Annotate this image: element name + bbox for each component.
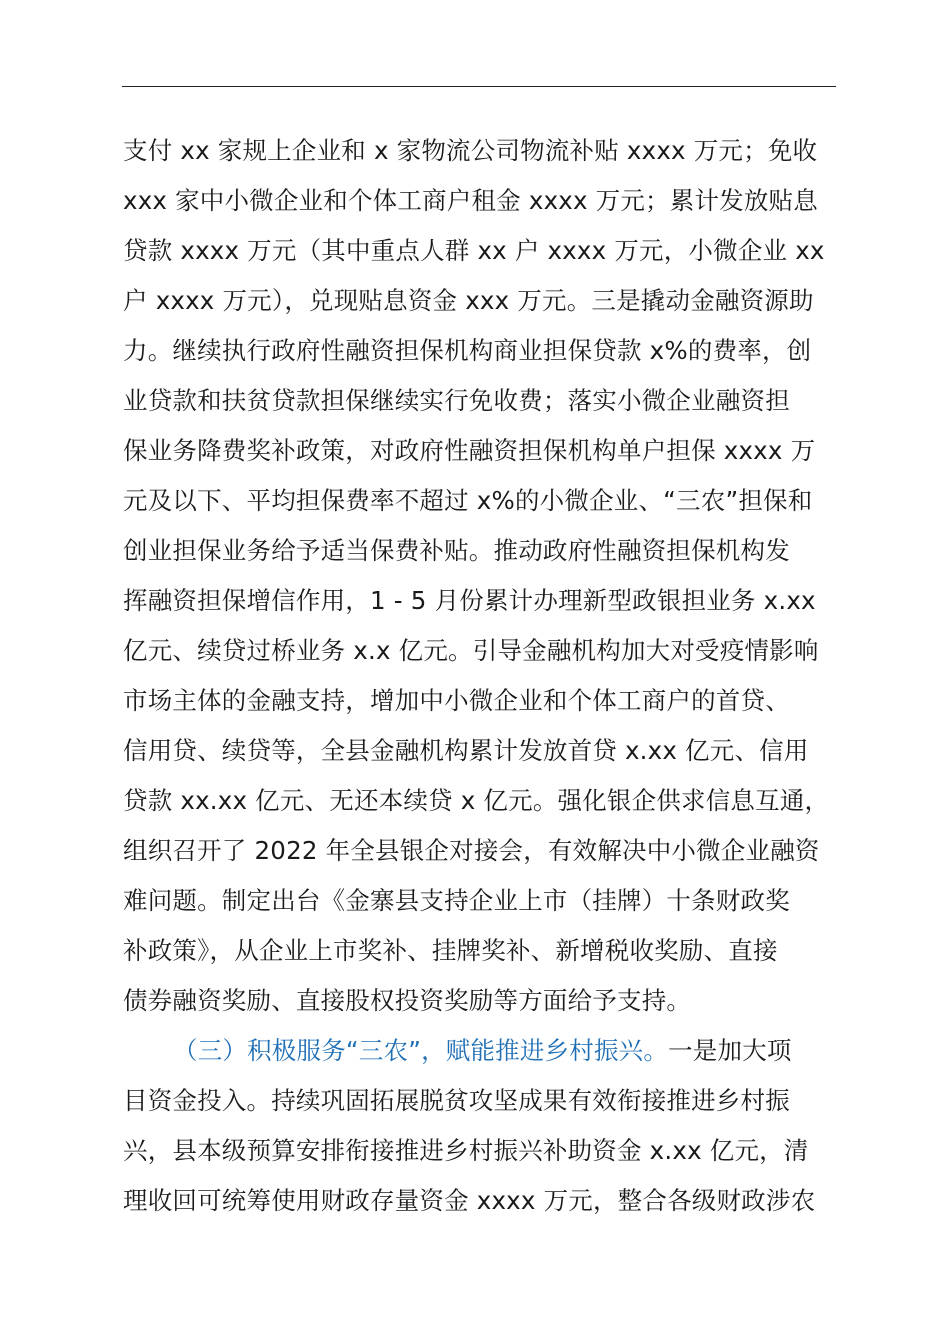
- paragraph-line: 创业担保业务给予适当保费补贴。推动政府性融资担保机构发: [123, 536, 790, 565]
- header-rule: [122, 86, 836, 87]
- paragraph-line: 贷款 xx.xx 亿元、无还本续贷 x 亿元。强化银企供求信息互通，: [123, 786, 830, 815]
- paragraph-line: 债券融资奖励、直接股权投资奖励等方面给予支持。: [123, 986, 692, 1015]
- section-heading: （三）积极服务“三农”，赋能推进乡村振兴。: [173, 1036, 669, 1065]
- paragraph-line: 亿元、续贷过桥业务 x.x 亿元。引导金融机构加大对受疫情影响: [123, 636, 819, 665]
- body-text: [123, 126, 863, 1226]
- paragraph-line: 挥融资担保增信作用，1 - 5 月份累计办理新型政银担业务 x.xx: [123, 586, 816, 615]
- paragraph-line: 难问题。制定出台《金寨县支持企业上市（挂牌）十条财政奖: [123, 886, 790, 915]
- paragraph-line: 补政策》，从企业上市奖补、挂牌奖补、新增税收奖励、直接: [123, 936, 778, 965]
- paragraph-line: 支付 xx 家规上企业和 x 家物流公司物流补贴 xxxx 万元；免收: [123, 136, 818, 165]
- section-heading-line: [123, 1026, 863, 1076]
- paragraph-line: 业贷款和扶贫贷款担保继续实行免收费；落实小微企业融资担: [123, 386, 790, 415]
- paragraph-line: 力。继续执行政府性融资担保机构商业担保贷款 x%的费率，创: [123, 336, 812, 365]
- paragraph-line: 兴，县本级预算安排衔接推进乡村振兴补助资金 x.xx 亿元，清: [123, 1136, 809, 1165]
- paragraph-line: 市场主体的金融支持，增加中小微企业和个体工商户的首贷、: [123, 686, 790, 715]
- paragraph-line: 保业务降费奖补政策，对政府性融资担保机构单户担保 xxxx 万: [123, 436, 816, 465]
- section-heading-continuation: 一是加大项: [668, 1036, 792, 1065]
- paragraph-line: xxx 家中小微企业和个体工商户租金 xxxx 万元；累计发放贴息: [123, 186, 818, 215]
- paragraph-line: 目资金投入。持续巩固拓展脱贫攻坚成果有效衔接推进乡村振: [123, 1086, 790, 1115]
- paragraph-line: 户 xxxx 万元），兑现贴息资金 xxx 万元。三是撬动金融资源助: [123, 286, 814, 315]
- paragraph-line: 理收回可统筹使用财政存量资金 xxxx 万元，整合各级财政涉农: [123, 1186, 816, 1215]
- paragraph-line: 元及以下、平均担保费率不超过 x%的小微企业、“三农”担保和: [123, 486, 813, 515]
- paragraph-line: 贷款 xxxx 万元（其中重点人群 xx 户 xxxx 万元，小微企业 xx: [123, 236, 825, 265]
- paragraph-line: 信用贷、续贷等，全县金融机构累计发放首贷 x.xx 亿元、信用: [123, 736, 809, 765]
- paragraph-line: 组织召开了 2022 年全县银企对接会，有效解决中小微企业融资: [123, 836, 820, 865]
